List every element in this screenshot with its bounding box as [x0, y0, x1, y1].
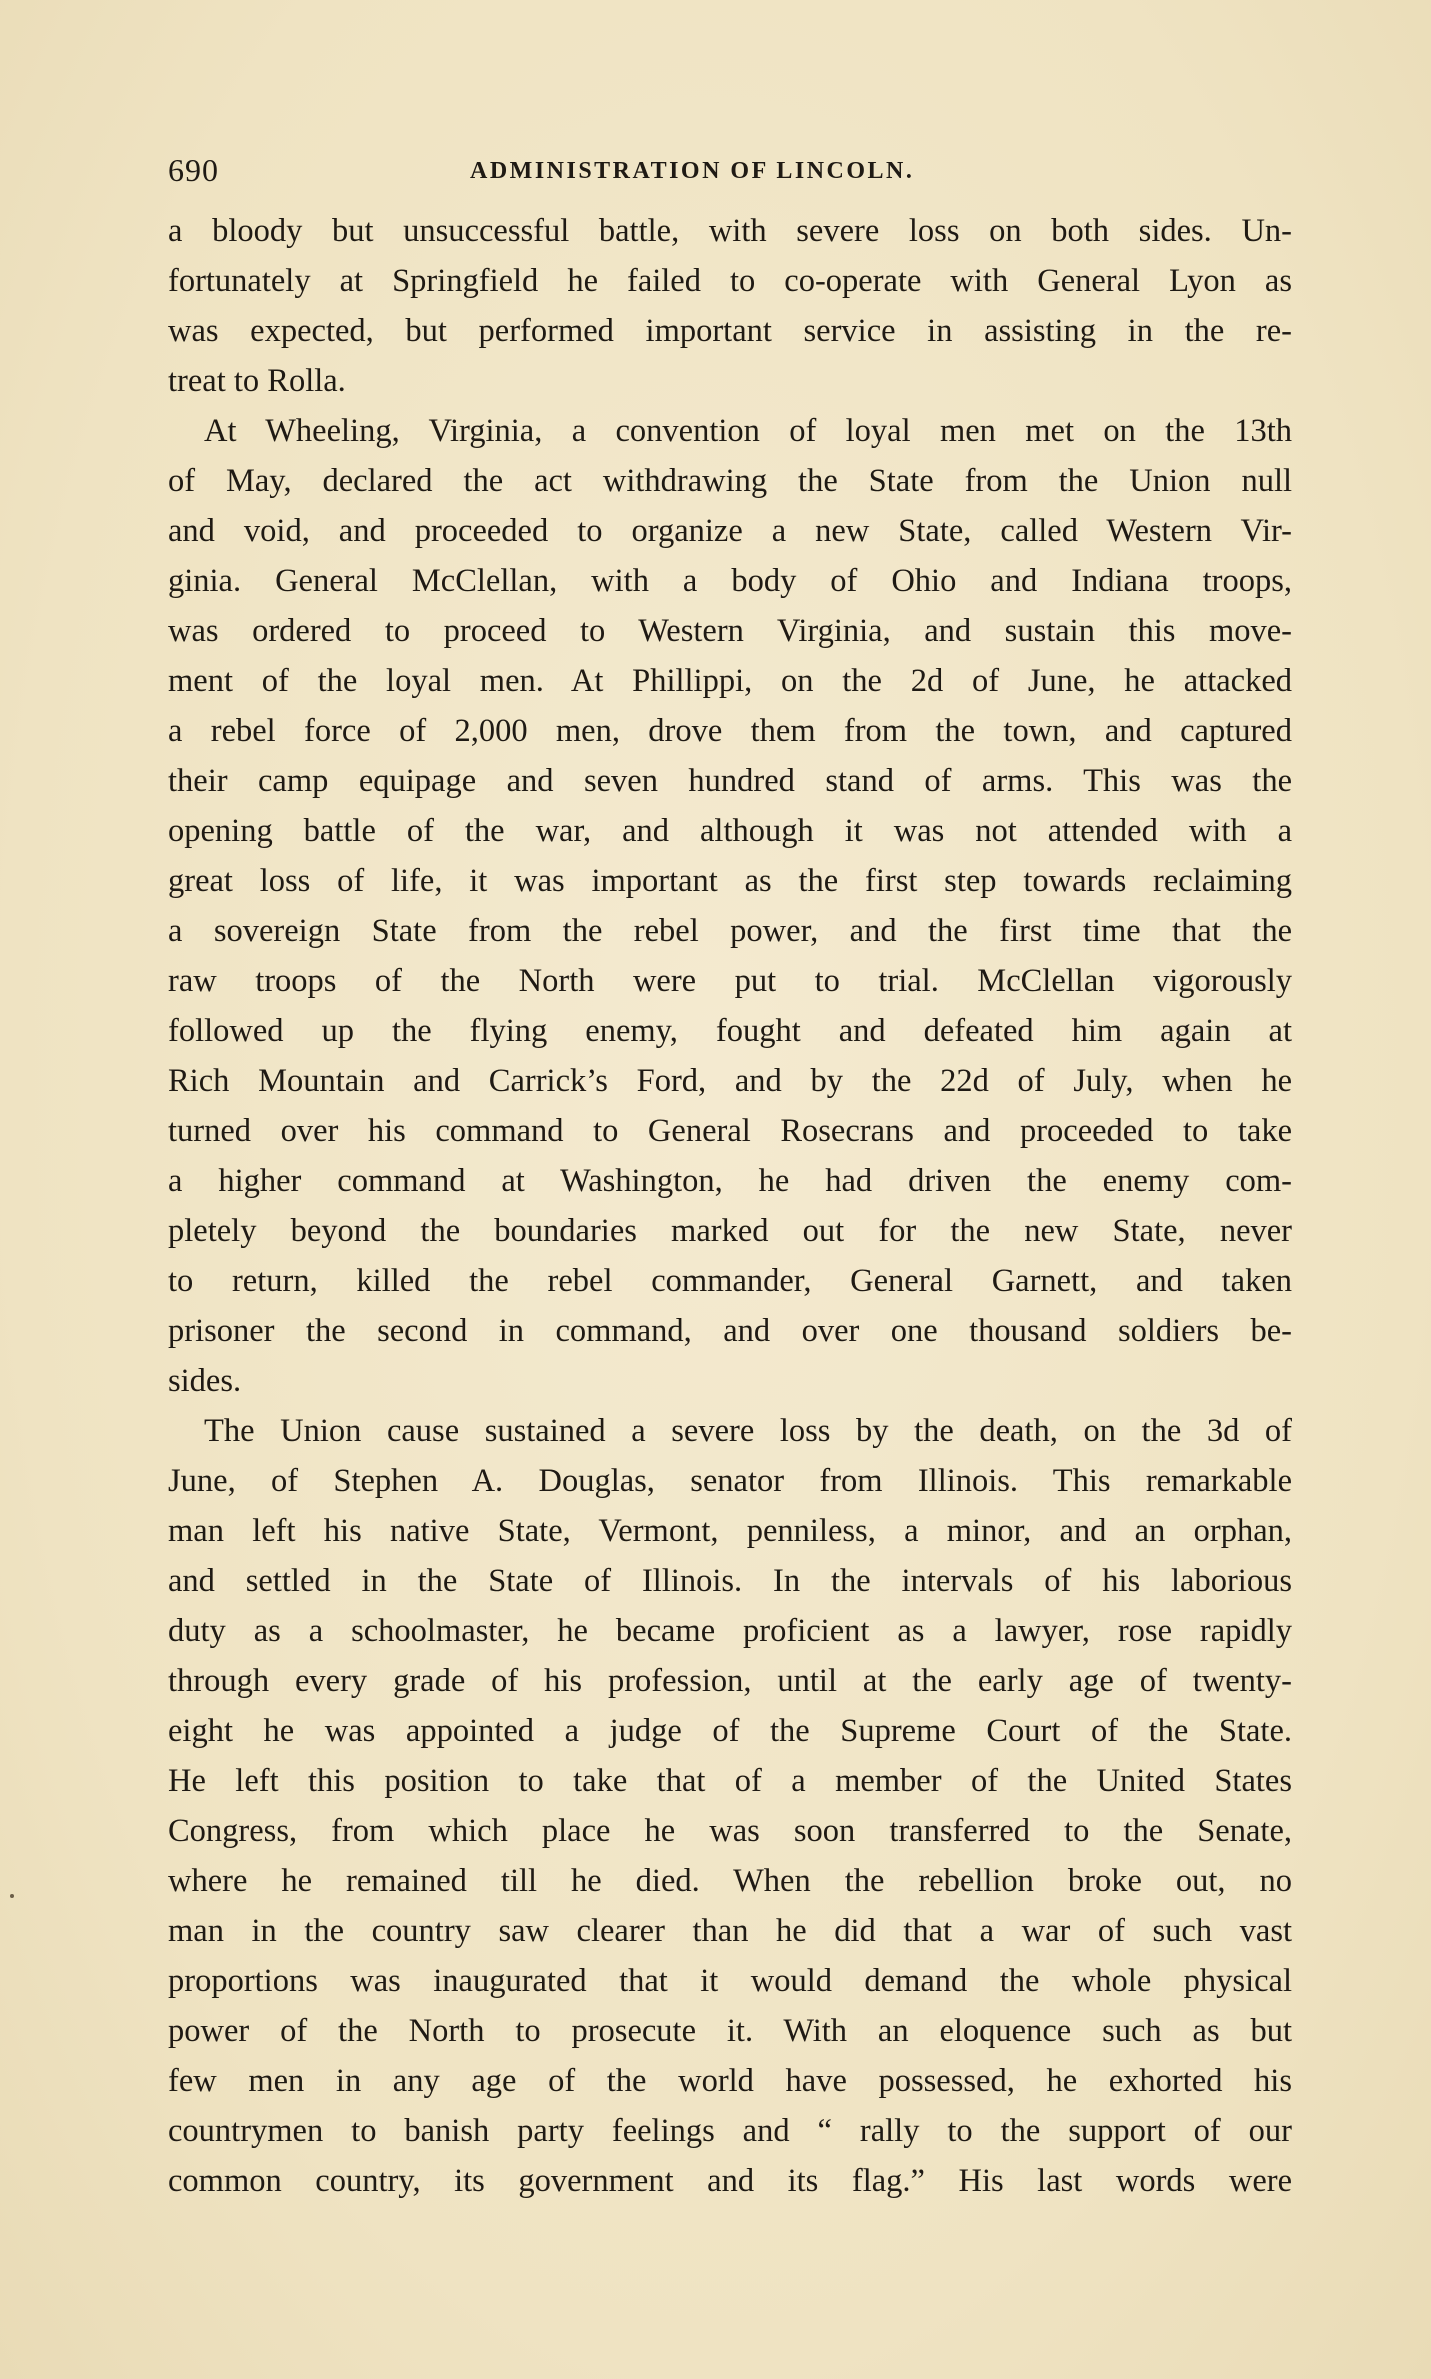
text-line: June, of Stephen A. Douglas, senator from Illinois. This remarkable	[168, 1463, 1292, 1499]
text-line: ment of the loyal men. At Phillippi, on the 2d of June, he attacked	[168, 663, 1292, 699]
text-line: through every grade of his profession, until at the early age of twenty-	[168, 1663, 1292, 1699]
text-line: duty as a schoolmaster, he became proficient as a lawyer, rose rapidly	[168, 1613, 1292, 1649]
text-line: turned over his command to General Rosecrans and proceeded to take	[168, 1113, 1292, 1149]
text-line: power of the North to prosecute it. With an eloquence such as but	[168, 2013, 1292, 2049]
text-line: At Wheeling, Virginia, a convention of loyal men met on the 13th	[204, 413, 1292, 449]
text-line: was ordered to proceed to Western Virginia, and sustain this move-	[168, 613, 1292, 649]
text-line: raw troops of the North were put to trial. McClellan vigorously	[168, 963, 1292, 999]
text-line: followed up the flying enemy, fought and defeated him again at	[168, 1013, 1292, 1049]
text-line: ginia. General McClellan, with a body of Ohio and Indiana troops,	[168, 563, 1292, 599]
text-line: man in the country saw clearer than he did that a war of such vast	[168, 1913, 1292, 1949]
text-line: treat to Rolla.	[168, 363, 346, 399]
text-line: eight he was appointed a judge of the Supreme Court of the State.	[168, 1713, 1292, 1749]
text-line: where he remained till he died. When the rebellion broke out, no	[168, 1863, 1292, 1899]
text-line: Rich Mountain and Carrick’s Ford, and by the 22d of July, when he	[168, 1063, 1292, 1099]
text-line: The Union cause sustained a severe loss by the death, on the 3d of	[204, 1413, 1292, 1449]
text-line: and void, and proceeded to organize a new State, called Western Vir-	[168, 513, 1292, 549]
text-line: of May, declared the act withdrawing the State from the Union null	[168, 463, 1292, 499]
text-line: their camp equipage and seven hundred stand of arms. This was the	[168, 763, 1292, 799]
text-line: few men in any age of the world have possessed, he exhorted his	[168, 2063, 1292, 2099]
text-line: opening battle of the war, and although it was not attended with a	[168, 813, 1292, 849]
body-text	[168, 206, 1292, 2206]
text-line: great loss of life, it was important as the first step towards reclaiming	[168, 863, 1292, 899]
page-number: 690	[168, 152, 219, 188]
text-line: pletely beyond the boundaries marked out for the new State, never	[168, 1213, 1292, 1249]
text-line: proportions was inaugurated that it would demand the whole physical	[168, 1963, 1292, 1999]
text-line: He left this position to take that of a member of the United States	[168, 1763, 1292, 1799]
text-line: a rebel force of 2,000 men, drove them from the town, and captured	[168, 713, 1292, 749]
text-line: a sovereign State from the rebel power, and the first time that the	[168, 913, 1292, 949]
text-line: a bloody but unsuccessful battle, with severe loss on both sides. Un-	[168, 213, 1292, 249]
text-line: common country, its government and its flag.” His last words were	[168, 2163, 1292, 2199]
margin-speck	[10, 1894, 14, 1898]
text-line: sides.	[168, 1363, 242, 1399]
text-line: prisoner the second in command, and over one thousand soldiers be-	[168, 1313, 1292, 1349]
page-header	[168, 152, 1313, 196]
text-line: was expected, but performed important service in assisting in the re-	[168, 313, 1292, 349]
text-line: fortunately at Springfield he failed to co-operate with General Lyon as	[168, 263, 1292, 299]
running-head: ADMINISTRATION OF LINCOLN.	[470, 158, 915, 184]
text-line: man left his native State, Vermont, penniless, a minor, and an orphan,	[168, 1513, 1292, 1549]
text-line: a higher command at Washington, he had driven the enemy com-	[168, 1163, 1292, 1199]
text-line: and settled in the State of Illinois. In the intervals of his laborious	[168, 1563, 1292, 1599]
text-line: countrymen to banish party feelings and “ rally to the support of our	[168, 2113, 1292, 2149]
text-line: to return, killed the rebel commander, General Garnett, and taken	[168, 1263, 1292, 1299]
text-line: Congress, from which place he was soon transferred to the Senate,	[168, 1813, 1292, 1849]
